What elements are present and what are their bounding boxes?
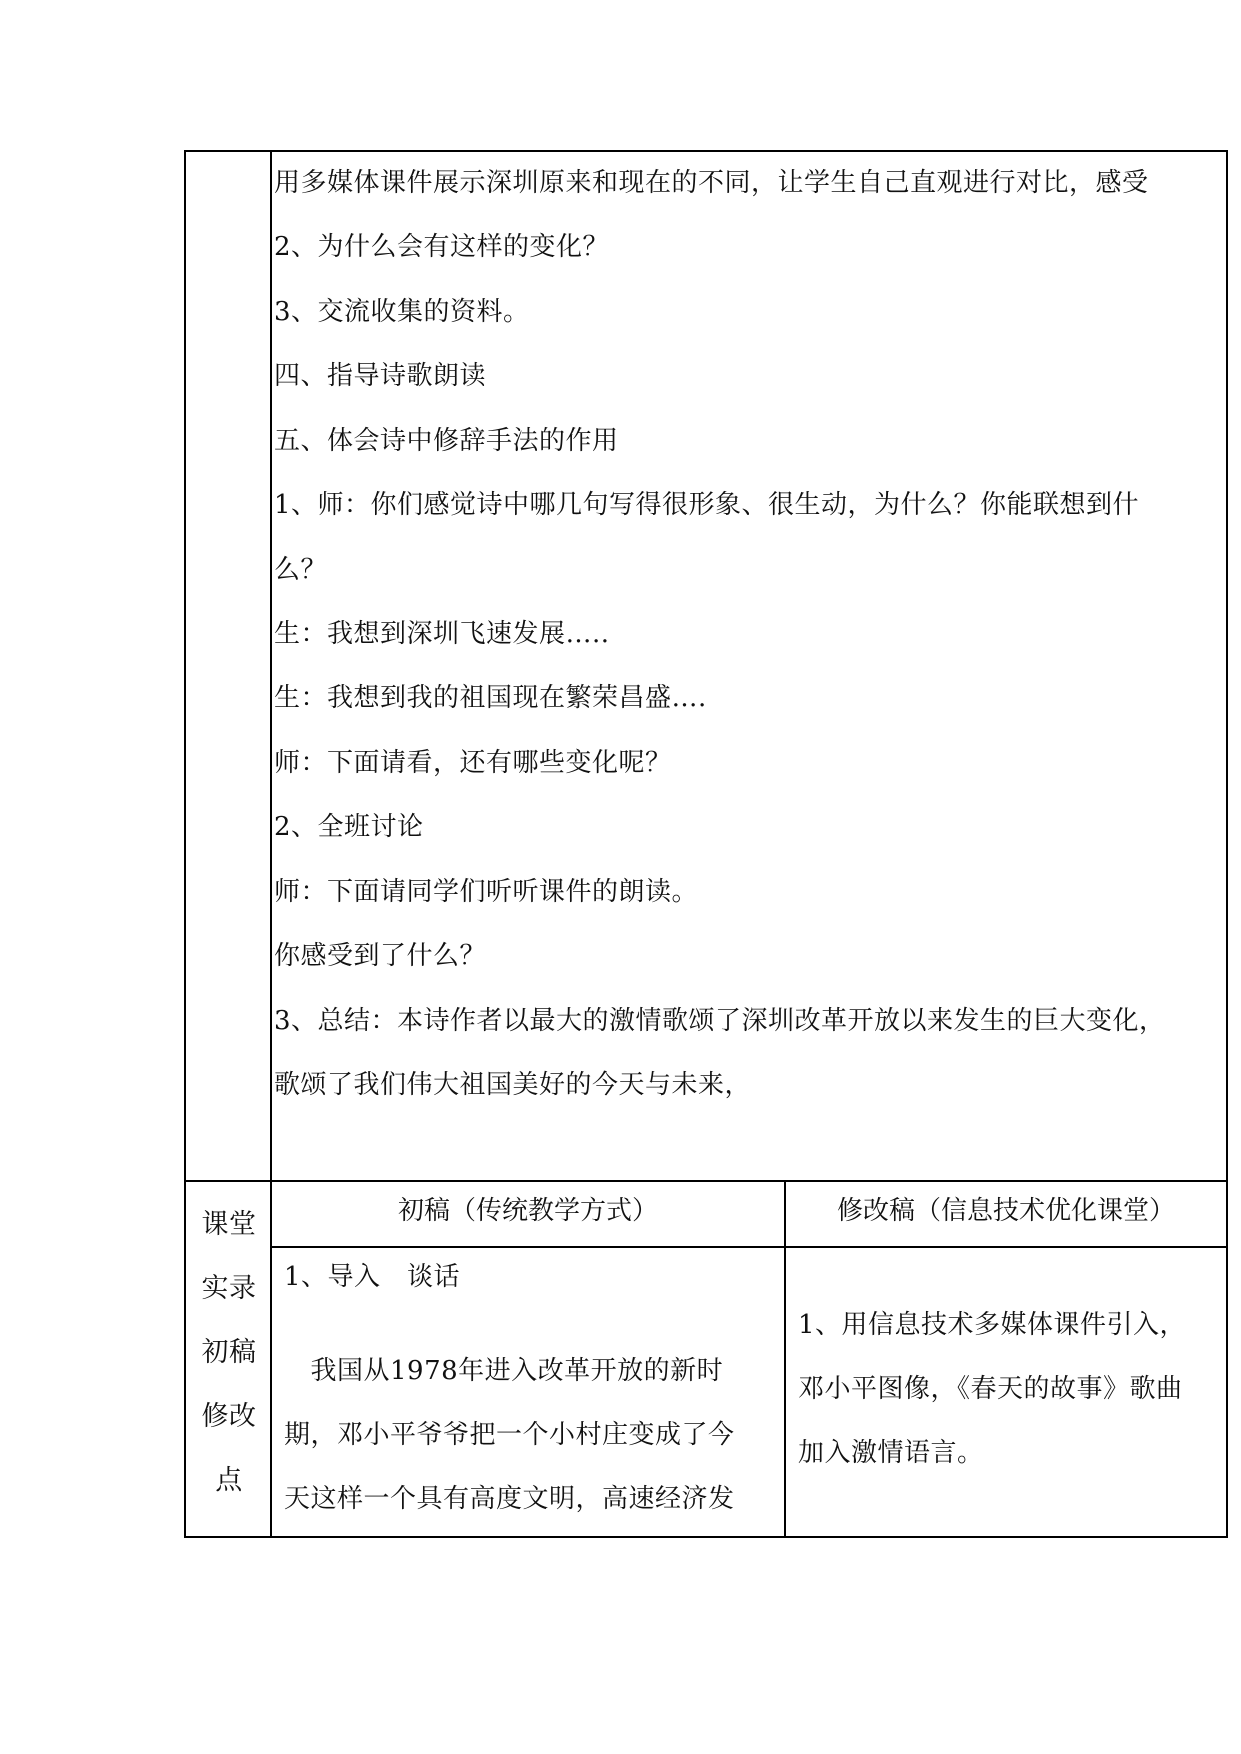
table-mid-border <box>184 1180 1228 1182</box>
lesson-step: 四、指导诗歌朗读 <box>274 361 487 391</box>
revised-line: 邓小平图像，《春天的故事》歌曲 <box>798 1374 1183 1404</box>
draft-line: 天这样一个具有高度文明，高速经济发 <box>284 1484 735 1514</box>
draft-line: 我国从1978年进入改革开放的新时 <box>284 1356 724 1386</box>
lesson-step: 么？ <box>274 555 328 585</box>
lesson-step: 生：我想到深圳飞速发展….. <box>274 619 610 649</box>
header-row-border <box>272 1246 1228 1248</box>
table-bottom-border <box>184 1536 1228 1538</box>
side-label: 课堂 <box>201 1209 257 1240</box>
revised-line: 1、用信息技术多媒体课件引入， <box>798 1310 1187 1340</box>
record-label-cell <box>186 1182 272 1534</box>
side-label: 初稿 <box>201 1337 257 1368</box>
lesson-step: 你感受到了什么？ <box>274 941 487 971</box>
revised-content-cell <box>798 1310 1228 1530</box>
lesson-step: 1、师：你们感觉诗中哪几句写得很形象、很生动，为什么？你能联想到什 <box>274 490 1140 520</box>
lesson-step: 五、体会诗中修辞手法的作用 <box>274 426 619 456</box>
draft-line: 期，邓小平爷爷把一个小村庄变成了今 <box>284 1420 735 1450</box>
draft-line: 1、导入 谈话 <box>284 1262 461 1292</box>
middle-column-border <box>784 1180 786 1538</box>
draft-header: 初稿（传统教学方式） <box>397 1196 658 1226</box>
revised-line: 加入激情语言。 <box>798 1438 984 1468</box>
lesson-step: 3、交流收集的资料。 <box>274 297 530 327</box>
revised-header: 修改稿（信息技术优化课堂） <box>836 1196 1175 1226</box>
lesson-step: 3、总结：本诗作者以最大的激情歌颂了深圳改革开放以来发生的巨大变化， <box>274 1006 1166 1036</box>
side-label: 修改 <box>201 1401 257 1432</box>
lesson-step: 生：我想到我的祖国现在繁荣昌盛…. <box>274 683 707 713</box>
draft-content-cell <box>284 1262 784 1532</box>
lesson-step: 用多媒体课件展示深圳原来和现在的不同，让学生自己直观进行对比，感受 <box>274 168 1149 198</box>
lesson-step: 师：下面请看，还有哪些变化呢？ <box>274 748 672 778</box>
side-label: 点 <box>215 1465 243 1496</box>
lesson-step: 2、为什么会有这样的变化？ <box>274 232 610 262</box>
lesson-step: 2、全班讨论 <box>274 812 424 842</box>
side-label: 实录 <box>201 1273 257 1304</box>
lesson-step: 师：下面请同学们听听课件的朗读。 <box>274 877 699 907</box>
lesson-process-cell <box>274 152 1226 1172</box>
lesson-step: 歌颂了我们伟大祖国美好的今天与未来， <box>274 1070 752 1100</box>
